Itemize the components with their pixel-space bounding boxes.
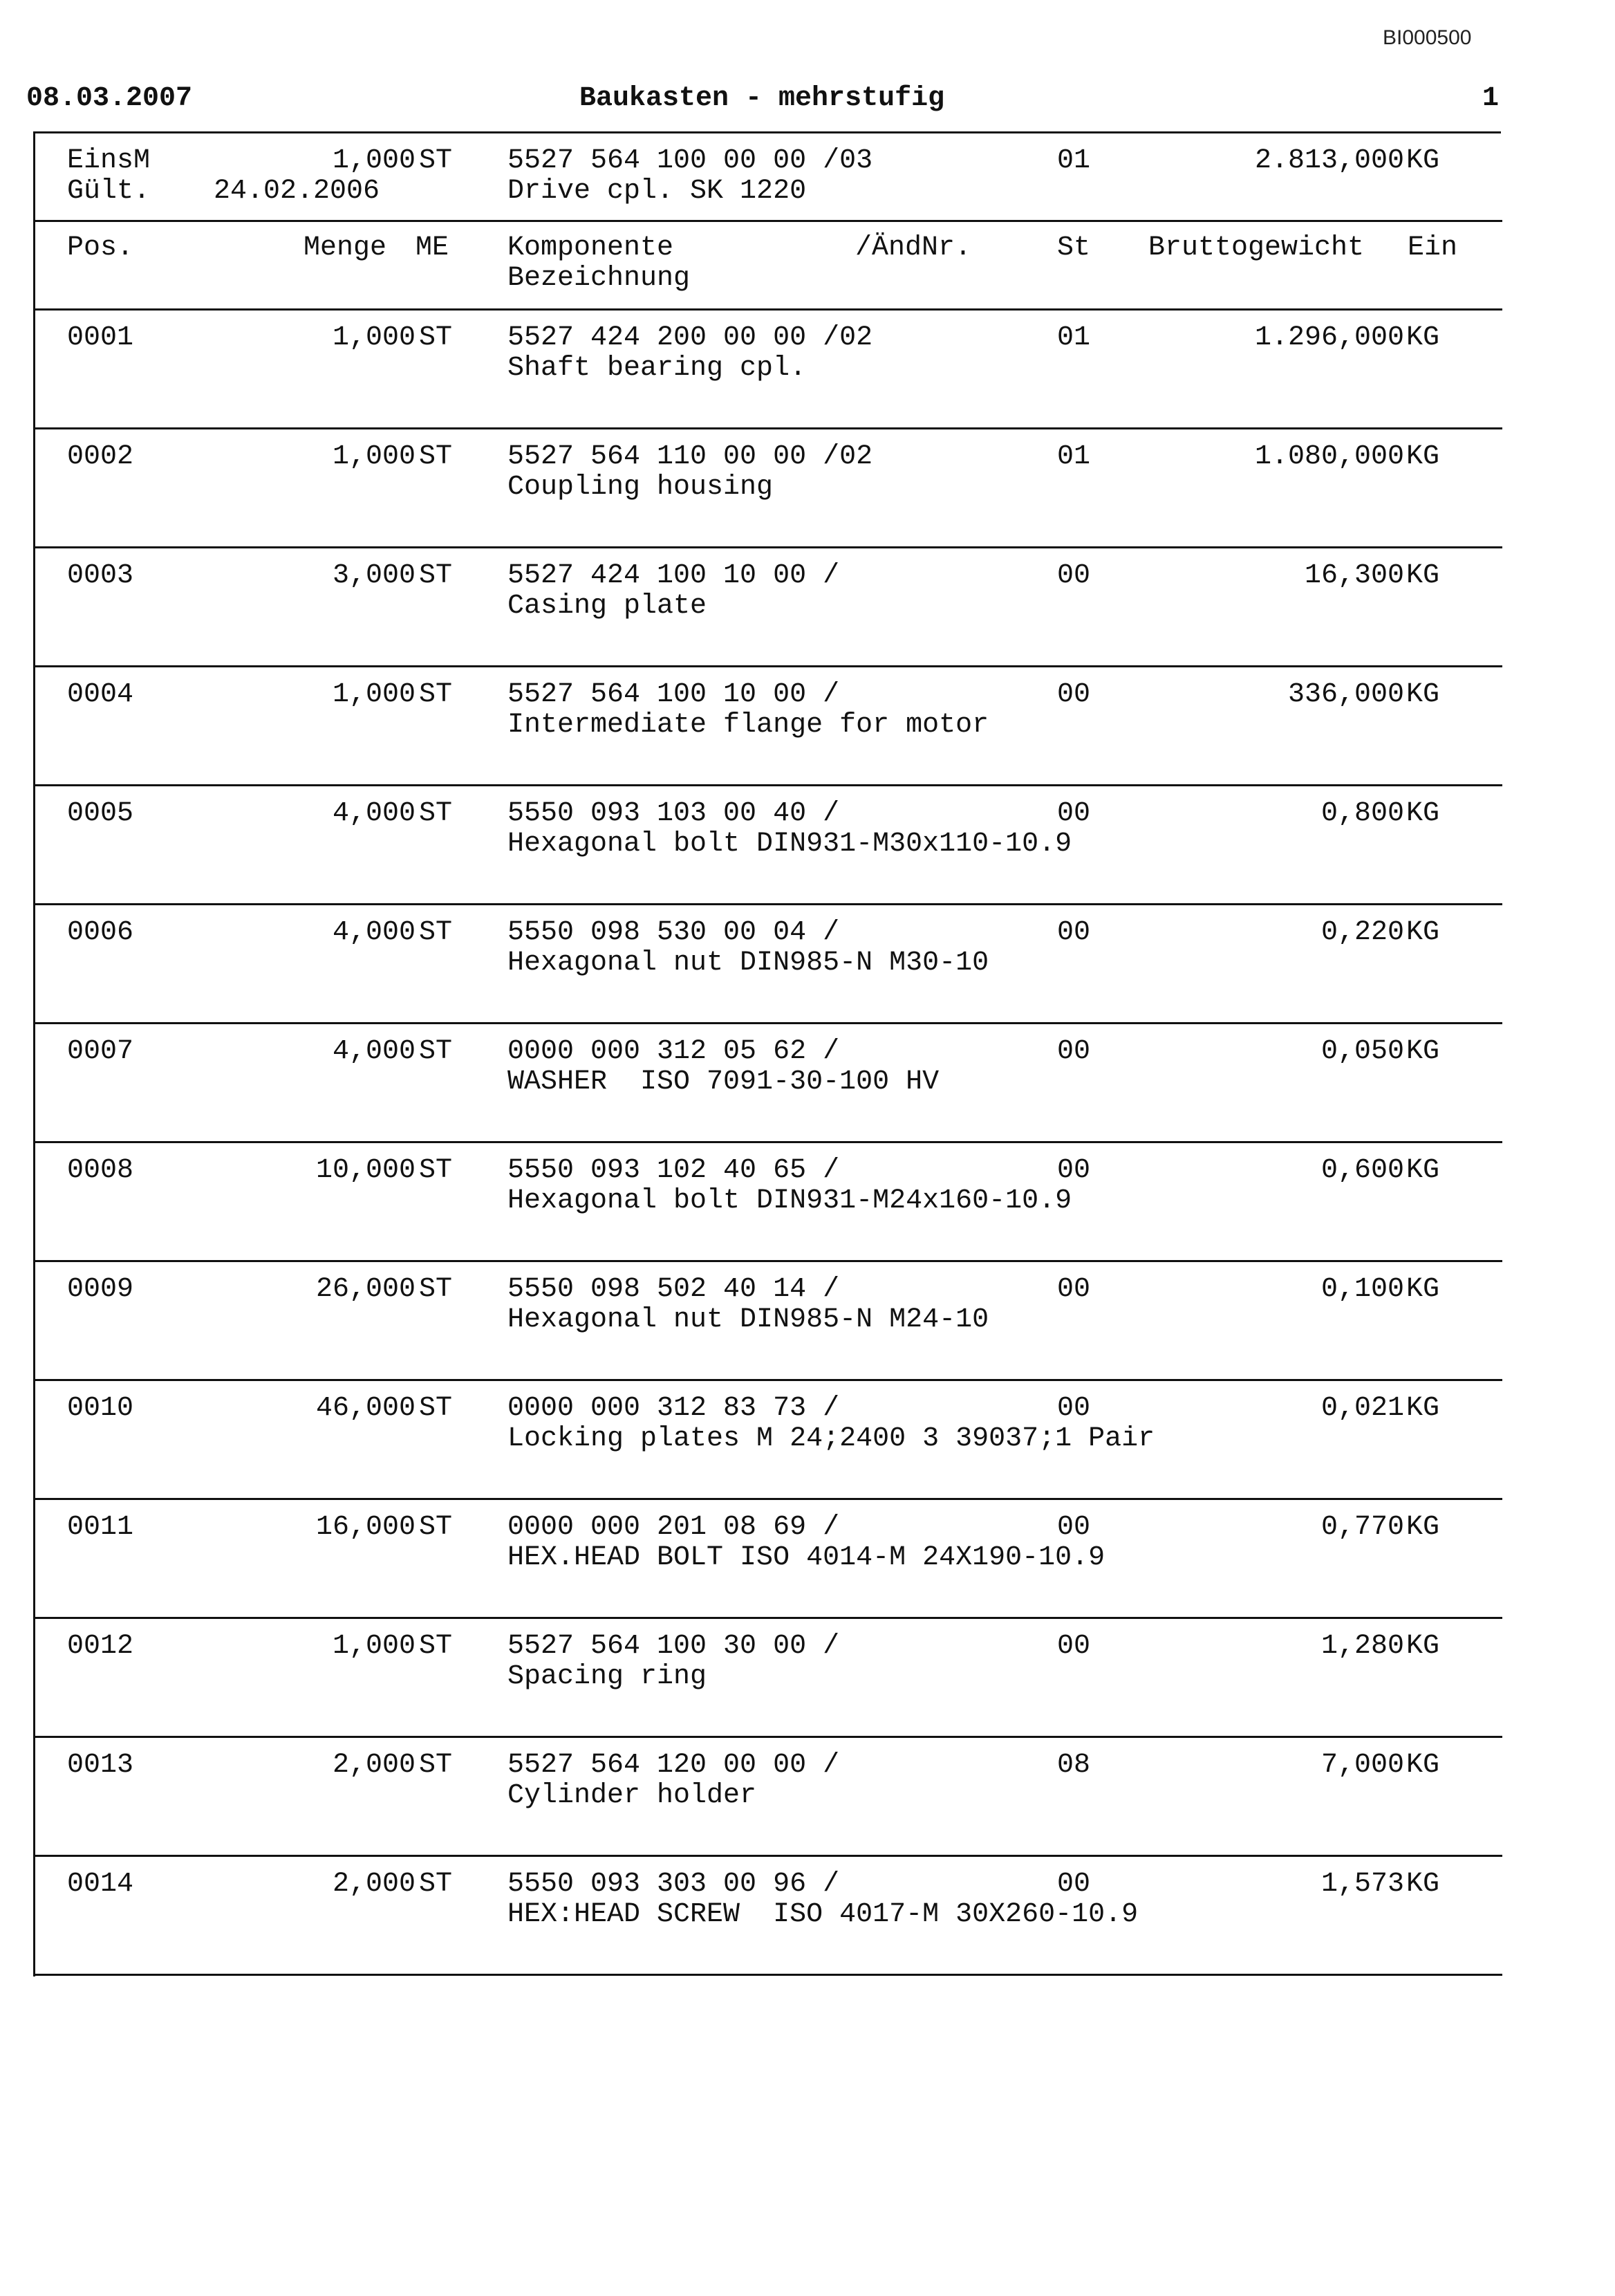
item-gross-weight: 0,800	[1320, 798, 1404, 829]
table-row	[35, 1381, 1502, 1500]
item-gross-weight: 0,100	[1320, 1274, 1404, 1305]
item-unit: ST	[419, 560, 453, 591]
table-row	[35, 1738, 1502, 1857]
col-ein: Ein	[1408, 232, 1458, 263]
item-st: 00	[1057, 1274, 1091, 1305]
item-gross-weight: 0,220	[1320, 917, 1404, 948]
assembly-number: 5527 564 100 00 00 /03	[507, 145, 873, 176]
item-description: Intermediate flange for motor	[507, 710, 989, 741]
assembly-row	[35, 133, 1502, 222]
item-st: 00	[1057, 1155, 1091, 1186]
col-bezeichnung: Bezeichnung	[507, 263, 691, 294]
item-unit: ST	[419, 1393, 453, 1424]
assembly-label-einsm: EinsM	[67, 145, 151, 176]
item-weight-unit: KG	[1406, 1631, 1440, 1662]
col-bruttogewicht: Bruttogewicht	[1148, 232, 1365, 263]
item-gross-weight: 0,050	[1320, 1036, 1404, 1067]
item-st: 01	[1057, 322, 1091, 353]
item-position: 0013	[67, 1750, 134, 1781]
item-description: HEX.HEAD BOLT ISO 4014-M 24X190-10.9	[507, 1542, 1105, 1573]
item-position: 0011	[67, 1512, 134, 1543]
item-weight-unit: KG	[1406, 1869, 1440, 1900]
item-weight-unit: KG	[1406, 560, 1440, 591]
col-me: ME	[416, 232, 449, 263]
item-description: Coupling housing	[507, 472, 774, 503]
item-st: 00	[1057, 1869, 1091, 1900]
item-weight-unit: KG	[1406, 441, 1440, 472]
assembly-st: 01	[1057, 145, 1091, 176]
item-unit: ST	[419, 798, 453, 829]
item-st: 00	[1057, 917, 1091, 948]
item-description: Hexagonal nut DIN985-N M30-10	[507, 947, 989, 979]
item-st: 00	[1057, 1036, 1091, 1067]
item-st: 00	[1057, 1631, 1091, 1662]
item-gross-weight: 1,573	[1320, 1869, 1404, 1900]
table-row	[35, 1262, 1502, 1381]
item-weight-unit: KG	[1406, 1155, 1440, 1186]
item-st: 00	[1057, 679, 1091, 710]
table-row	[35, 1619, 1502, 1738]
document-id: BI000500	[1383, 26, 1472, 49]
item-component-number: 5550 093 303 00 96 /	[507, 1869, 840, 1900]
page-number: 1	[1482, 83, 1499, 114]
item-st: 00	[1057, 798, 1091, 829]
item-unit: ST	[419, 322, 453, 353]
item-quantity: 46,000	[315, 1393, 416, 1424]
item-weight-unit: KG	[1406, 798, 1440, 829]
item-weight-unit: KG	[1406, 917, 1440, 948]
table-row	[35, 1857, 1502, 1976]
item-description: Hexagonal bolt DIN931-M24x160-10.9	[507, 1185, 1072, 1216]
item-description: HEX:HEAD SCREW ISO 4017-M 30X260-10.9	[507, 1899, 1139, 1930]
item-quantity: 3,000	[332, 560, 416, 591]
item-quantity: 4,000	[332, 917, 416, 948]
item-quantity: 1,000	[332, 322, 416, 353]
item-component-number: 5527 564 100 10 00 /	[507, 679, 840, 710]
item-description: WASHER ISO 7091-30-100 HV	[507, 1066, 940, 1098]
item-gross-weight: 16,300	[1304, 560, 1404, 591]
table-row	[35, 1024, 1502, 1143]
col-komponente: Komponente	[507, 232, 674, 263]
item-position: 0001	[67, 322, 134, 353]
item-position: 0004	[67, 679, 134, 710]
item-quantity: 4,000	[332, 1036, 416, 1067]
item-gross-weight: 0,021	[1320, 1393, 1404, 1424]
report-title: Baukasten - mehrstufig	[579, 83, 945, 114]
item-position: 0002	[67, 441, 134, 472]
report-header	[26, 83, 1499, 124]
item-quantity: 10,000	[315, 1155, 416, 1186]
col-pos: Pos.	[67, 232, 134, 263]
assembly-label-gueltig: Gült.	[67, 176, 151, 207]
item-component-number: 5527 424 200 00 00 /02	[507, 322, 873, 353]
item-gross-weight: 1.296,000	[1254, 322, 1404, 353]
table-row	[35, 429, 1502, 548]
item-position: 0014	[67, 1869, 134, 1900]
table-row	[35, 1143, 1502, 1262]
item-gross-weight: 336,000	[1287, 679, 1404, 710]
table-row	[35, 905, 1502, 1024]
item-description: Locking plates M 24;2400 3 39037;1 Pair	[507, 1423, 1155, 1454]
item-position: 0006	[67, 917, 134, 948]
item-component-number: 5550 093 103 00 40 /	[507, 798, 840, 829]
item-description: Spacing ring	[507, 1661, 707, 1692]
item-component-number: 0000 000 312 83 73 /	[507, 1393, 840, 1424]
item-quantity: 26,000	[315, 1274, 416, 1305]
item-component-number: 5527 564 120 00 00 /	[507, 1750, 840, 1781]
bom-table	[33, 131, 1501, 1976]
item-weight-unit: KG	[1406, 679, 1440, 710]
column-header-row	[35, 222, 1502, 311]
item-unit: ST	[419, 1631, 453, 1662]
assembly-valid-date: 24.02.2006	[214, 176, 380, 207]
item-quantity: 1,000	[332, 441, 416, 472]
col-aendnr: /ÄndNr.	[855, 232, 972, 263]
item-weight-unit: KG	[1406, 322, 1440, 353]
assembly-quantity: 1,000	[332, 145, 416, 176]
item-component-number: 0000 000 312 05 62 /	[507, 1036, 840, 1067]
item-weight-unit: KG	[1406, 1750, 1440, 1781]
item-quantity: 2,000	[332, 1750, 416, 1781]
item-gross-weight: 1,280	[1320, 1631, 1404, 1662]
item-st: 00	[1057, 1393, 1091, 1424]
item-component-number: 5550 098 530 00 04 /	[507, 917, 840, 948]
item-position: 0008	[67, 1155, 134, 1186]
item-description: Shaft bearing cpl.	[507, 353, 807, 384]
item-position: 0003	[67, 560, 134, 591]
item-quantity: 1,000	[332, 1631, 416, 1662]
item-weight-unit: KG	[1406, 1036, 1440, 1067]
item-unit: ST	[419, 1155, 453, 1186]
item-position: 0010	[67, 1393, 134, 1424]
table-row	[35, 667, 1502, 786]
item-st: 00	[1057, 560, 1091, 591]
item-component-number: 0000 000 201 08 69 /	[507, 1512, 840, 1543]
item-unit: ST	[419, 1036, 453, 1067]
item-weight-unit: KG	[1406, 1274, 1440, 1305]
report-date: 08.03.2007	[26, 83, 193, 114]
table-row	[35, 311, 1502, 429]
item-position: 0009	[67, 1274, 134, 1305]
assembly-name: Drive cpl. SK 1220	[507, 176, 807, 207]
item-quantity: 1,000	[332, 679, 416, 710]
item-position: 0007	[67, 1036, 134, 1067]
item-gross-weight: 7,000	[1320, 1750, 1404, 1781]
item-quantity: 2,000	[332, 1869, 416, 1900]
item-unit: ST	[419, 679, 453, 710]
item-gross-weight: 0,770	[1320, 1512, 1404, 1543]
table-row	[35, 1500, 1502, 1619]
item-st: 00	[1057, 1512, 1091, 1543]
item-description: Casing plate	[507, 591, 707, 622]
item-description: Hexagonal nut DIN985-N M24-10	[507, 1304, 989, 1335]
assembly-weight: 2.813,000	[1254, 145, 1404, 176]
assembly-unit: ST	[419, 145, 453, 176]
item-position: 0012	[67, 1631, 134, 1662]
item-description: Hexagonal bolt DIN931-M30x110-10.9	[507, 828, 1072, 860]
item-unit: ST	[419, 1512, 453, 1543]
item-unit: ST	[419, 1869, 453, 1900]
item-st: 01	[1057, 441, 1091, 472]
item-unit: ST	[419, 917, 453, 948]
item-component-number: 5527 564 110 00 00 /02	[507, 441, 873, 472]
item-gross-weight: 1.080,000	[1254, 441, 1404, 472]
item-component-number: 5550 098 502 40 14 /	[507, 1274, 840, 1305]
item-quantity: 16,000	[315, 1512, 416, 1543]
item-component-number: 5550 093 102 40 65 /	[507, 1155, 840, 1186]
assembly-weight-unit: KG	[1406, 145, 1440, 176]
item-weight-unit: KG	[1406, 1512, 1440, 1543]
col-menge: Menge	[304, 232, 387, 263]
item-quantity: 4,000	[332, 798, 416, 829]
col-st: St	[1057, 232, 1091, 263]
item-unit: ST	[419, 1750, 453, 1781]
item-description: Cylinder holder	[507, 1780, 757, 1811]
table-row	[35, 548, 1502, 667]
item-component-number: 5527 564 100 30 00 /	[507, 1631, 840, 1662]
table-row	[35, 786, 1502, 905]
item-component-number: 5527 424 100 10 00 /	[507, 560, 840, 591]
item-weight-unit: KG	[1406, 1393, 1440, 1424]
item-gross-weight: 0,600	[1320, 1155, 1404, 1186]
item-position: 0005	[67, 798, 134, 829]
item-st: 08	[1057, 1750, 1091, 1781]
item-unit: ST	[419, 1274, 453, 1305]
item-unit: ST	[419, 441, 453, 472]
